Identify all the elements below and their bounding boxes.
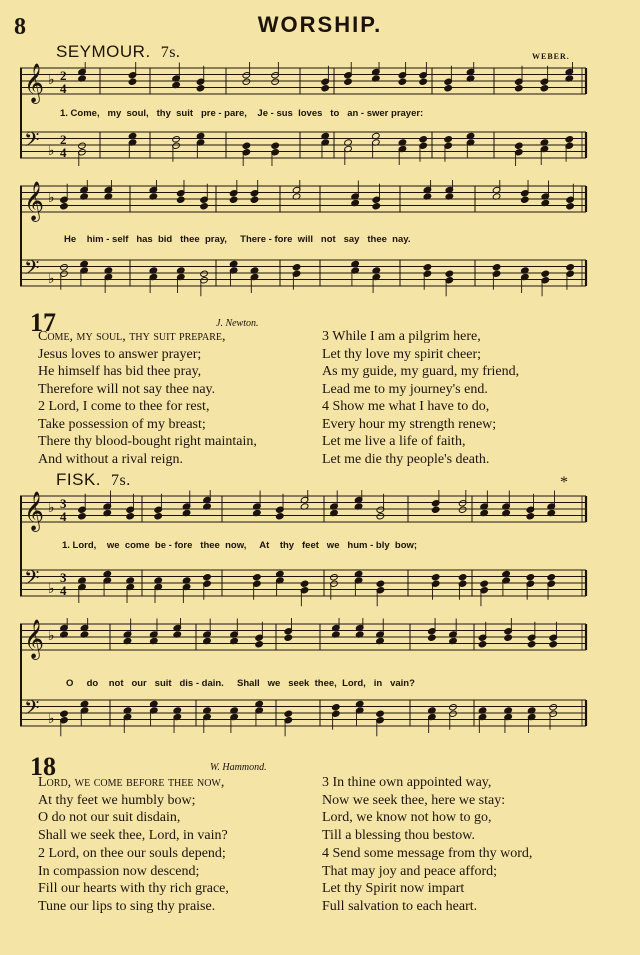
music-lyric-line: O do not our suit dis - dain. Shall we seek thee, Lord, in vain? <box>66 678 415 689</box>
note-head <box>78 142 87 149</box>
note-head <box>196 85 205 92</box>
note-head <box>444 85 453 92</box>
note-head <box>126 513 135 520</box>
time-signature: 2 <box>60 68 67 83</box>
note-head <box>428 634 437 641</box>
verse-2 <box>38 398 257 468</box>
note-head <box>458 574 467 581</box>
note-head <box>271 142 280 149</box>
treble-staff <box>20 63 586 104</box>
verse-line: 3 While I am a pilgrim here, <box>322 329 481 344</box>
music-lyric-line: 1. Come, my soul, thy suit pre - pare, Je - sus loves to an - swer prayer: <box>60 108 424 119</box>
hymn-author: W. Hammond. <box>210 762 267 773</box>
verse-number: 2 <box>38 399 45 414</box>
note-head <box>78 513 87 520</box>
verse-number: 4 <box>322 399 329 414</box>
note-head <box>253 574 262 581</box>
page-number: 8 <box>14 14 26 40</box>
note-head <box>284 634 293 641</box>
verse-1 <box>38 774 228 844</box>
section-title: WORSHIP. <box>257 12 383 37</box>
verse-line: Therefore will not say thee nay. <box>38 381 216 397</box>
note-head <box>478 641 487 648</box>
note-head <box>376 710 385 717</box>
verse-line: In compassion now descend; <box>38 863 200 879</box>
verse-line: Full salvation to each heart. <box>322 898 478 914</box>
verse-line: Lord, we come before thee now, <box>38 775 225 790</box>
verse-line: 3 In thine own appointed way, <box>322 775 492 790</box>
asterisk-mark: * <box>560 474 568 491</box>
tune-meter: 7s. <box>111 472 131 489</box>
verse-line: 4 Send some message from thy word, <box>322 846 533 861</box>
note-head <box>540 85 549 92</box>
bass-staff <box>20 128 586 160</box>
tune-title: FISK. <box>56 470 102 489</box>
verse-line: Let thy love my spirit cheer; <box>322 346 482 362</box>
note-head <box>566 264 575 271</box>
music-lyric-line: He him - self has bid thee pray, There - fore will not say thee nay. <box>64 234 411 245</box>
time-signature: 3 <box>60 496 67 511</box>
bass-clef-icon: 𝄢 <box>24 256 40 284</box>
hymn-author: J. Newton. <box>216 318 259 329</box>
verse-line: As my guide, my guard, my friend, <box>322 364 520 379</box>
verse-line: O do not our suit disdain, <box>38 810 181 825</box>
verse-number: 4 <box>322 846 329 861</box>
note-head <box>480 580 489 587</box>
verse-line: Let me die thy people's death. <box>322 451 490 467</box>
verse-line: Come, my soul, thy suit prepare, <box>38 329 226 344</box>
verse-line: Lead me to my journey's end. <box>322 381 488 397</box>
note-head <box>504 634 513 641</box>
verse-3 <box>322 774 505 844</box>
verse-4 <box>322 845 532 915</box>
treble-clef-icon: 𝄞 <box>24 63 45 103</box>
verse-line: Tune our lips to sing thy praise. <box>38 898 216 914</box>
verse-line: He himself has bid thee pray, <box>38 364 202 379</box>
flat-icon: ♭ <box>48 582 55 597</box>
composer: WEBER. <box>532 52 570 61</box>
time-signature: 4 <box>60 583 67 598</box>
note-head <box>300 580 309 587</box>
note-head <box>292 264 301 271</box>
verse-1 <box>38 328 226 398</box>
note-head <box>419 136 428 143</box>
verse-number: 2 <box>38 846 45 861</box>
note-head <box>566 203 575 210</box>
verse-line: Let me live a life of faith, <box>322 434 466 449</box>
tune-name <box>56 470 131 490</box>
note-head <box>526 513 535 520</box>
verse-line: 2 Lord, on thee our souls depend; <box>38 846 226 861</box>
verse-line: Every hour my strength renew; <box>322 416 497 432</box>
note-head <box>200 203 209 210</box>
note-head <box>549 641 558 648</box>
time-signature: 3 <box>60 570 67 585</box>
flat-icon: ♭ <box>48 144 55 159</box>
note-head <box>492 264 501 271</box>
hymn-number: 18 <box>30 752 56 781</box>
note-head <box>284 710 293 717</box>
bass-clef-icon: 𝄢 <box>24 566 40 594</box>
verse-line: Till a blessing thou bestow. <box>322 827 475 843</box>
verse-4 <box>322 398 496 468</box>
note-head <box>271 78 280 85</box>
music-system <box>20 490 588 614</box>
treble-staff <box>20 181 586 222</box>
note-head <box>154 513 163 520</box>
note-head <box>521 196 530 203</box>
verse-line: Jesus loves to answer prayer; <box>38 346 202 362</box>
verse-line: 4 Show me what I have to do, <box>322 399 490 414</box>
flat-icon: ♭ <box>48 272 55 287</box>
verse-2 <box>38 845 229 915</box>
note-head <box>242 78 251 85</box>
note-head <box>547 574 556 581</box>
note-head <box>330 574 339 581</box>
verse-line: 2 Lord, I come to thee for rest, <box>38 399 210 414</box>
verse-line: And without a rival reign. <box>38 451 184 467</box>
note-head <box>242 142 251 149</box>
verse-line: Let thy Spirit now impart <box>322 881 465 896</box>
time-signature: 4 <box>60 81 67 96</box>
bass-staff <box>20 696 586 727</box>
note-head <box>431 574 440 581</box>
hymn-number: 17 <box>30 308 56 337</box>
note-head <box>431 506 440 513</box>
verse-line: At thy feet we humbly bow; <box>38 792 196 808</box>
note-head <box>541 270 550 277</box>
note-head <box>255 641 264 648</box>
music-lyric-line: 1. Lord, we come be - fore thee now, At thy feet we hum - bly bow; <box>62 540 418 551</box>
note-head <box>376 513 385 520</box>
verse-line: Take possession of my breast; <box>38 416 206 432</box>
note-head <box>60 264 69 271</box>
tune-title: SEYMOUR. <box>56 42 151 61</box>
note-head <box>321 85 330 92</box>
note-head <box>344 78 353 85</box>
verse-line: Now we seek thee, here we stay: <box>322 792 506 808</box>
note-head <box>527 641 536 648</box>
tune-meter: 7s. <box>160 44 181 61</box>
flat-icon: ♭ <box>48 191 55 206</box>
tune-name <box>56 42 180 62</box>
time-signature: 4 <box>60 145 67 160</box>
note-head <box>172 136 181 143</box>
verse-line: Fill our hearts with thy rich grace, <box>38 881 229 896</box>
note-head <box>398 78 407 85</box>
note-head <box>332 704 341 711</box>
verse-3 <box>322 328 519 398</box>
verse-number: 3 <box>322 775 329 790</box>
note-head <box>549 704 558 711</box>
verse-line: There thy blood-bought right maintain, <box>38 434 257 449</box>
treble-clef-icon: 𝄞 <box>24 491 45 531</box>
note-head <box>445 270 454 277</box>
treble-clef-icon: 𝄞 <box>24 619 45 659</box>
note-head <box>423 264 432 271</box>
note-head <box>60 710 69 717</box>
note-head <box>419 78 428 85</box>
verse-line: Shall we seek thee, Lord, in vain? <box>38 827 228 843</box>
flat-icon: ♭ <box>48 629 55 644</box>
note-head <box>449 704 458 711</box>
flat-icon: ♭ <box>48 501 55 516</box>
treble-clef-icon: 𝄞 <box>24 181 45 221</box>
note-head <box>60 203 69 210</box>
note-head <box>458 506 467 513</box>
bass-clef-icon: 𝄢 <box>24 696 40 724</box>
verse-line: That may joy and peace afford; <box>322 863 498 879</box>
note-head <box>376 580 385 587</box>
note-head <box>250 196 259 203</box>
flat-icon: ♭ <box>48 73 55 88</box>
music-staves <box>20 490 588 614</box>
note-head <box>128 78 137 85</box>
bass-clef-icon: 𝄢 <box>24 128 40 156</box>
note-head <box>565 136 574 143</box>
note-head <box>515 142 524 149</box>
note-head <box>444 136 453 143</box>
time-signature: 4 <box>60 509 67 524</box>
note-head <box>203 574 212 581</box>
treble-staff <box>20 619 586 660</box>
note-head <box>515 85 524 92</box>
note-head <box>276 513 285 520</box>
verse-line: Lord, we know not how to go, <box>322 810 492 825</box>
note-head <box>526 574 535 581</box>
note-head <box>372 203 381 210</box>
verse-number: 3 <box>322 329 329 344</box>
note-head <box>200 270 209 277</box>
note-head <box>229 196 238 203</box>
note-head <box>177 196 186 203</box>
time-signature: 2 <box>60 132 67 147</box>
flat-icon: ♭ <box>48 712 55 727</box>
